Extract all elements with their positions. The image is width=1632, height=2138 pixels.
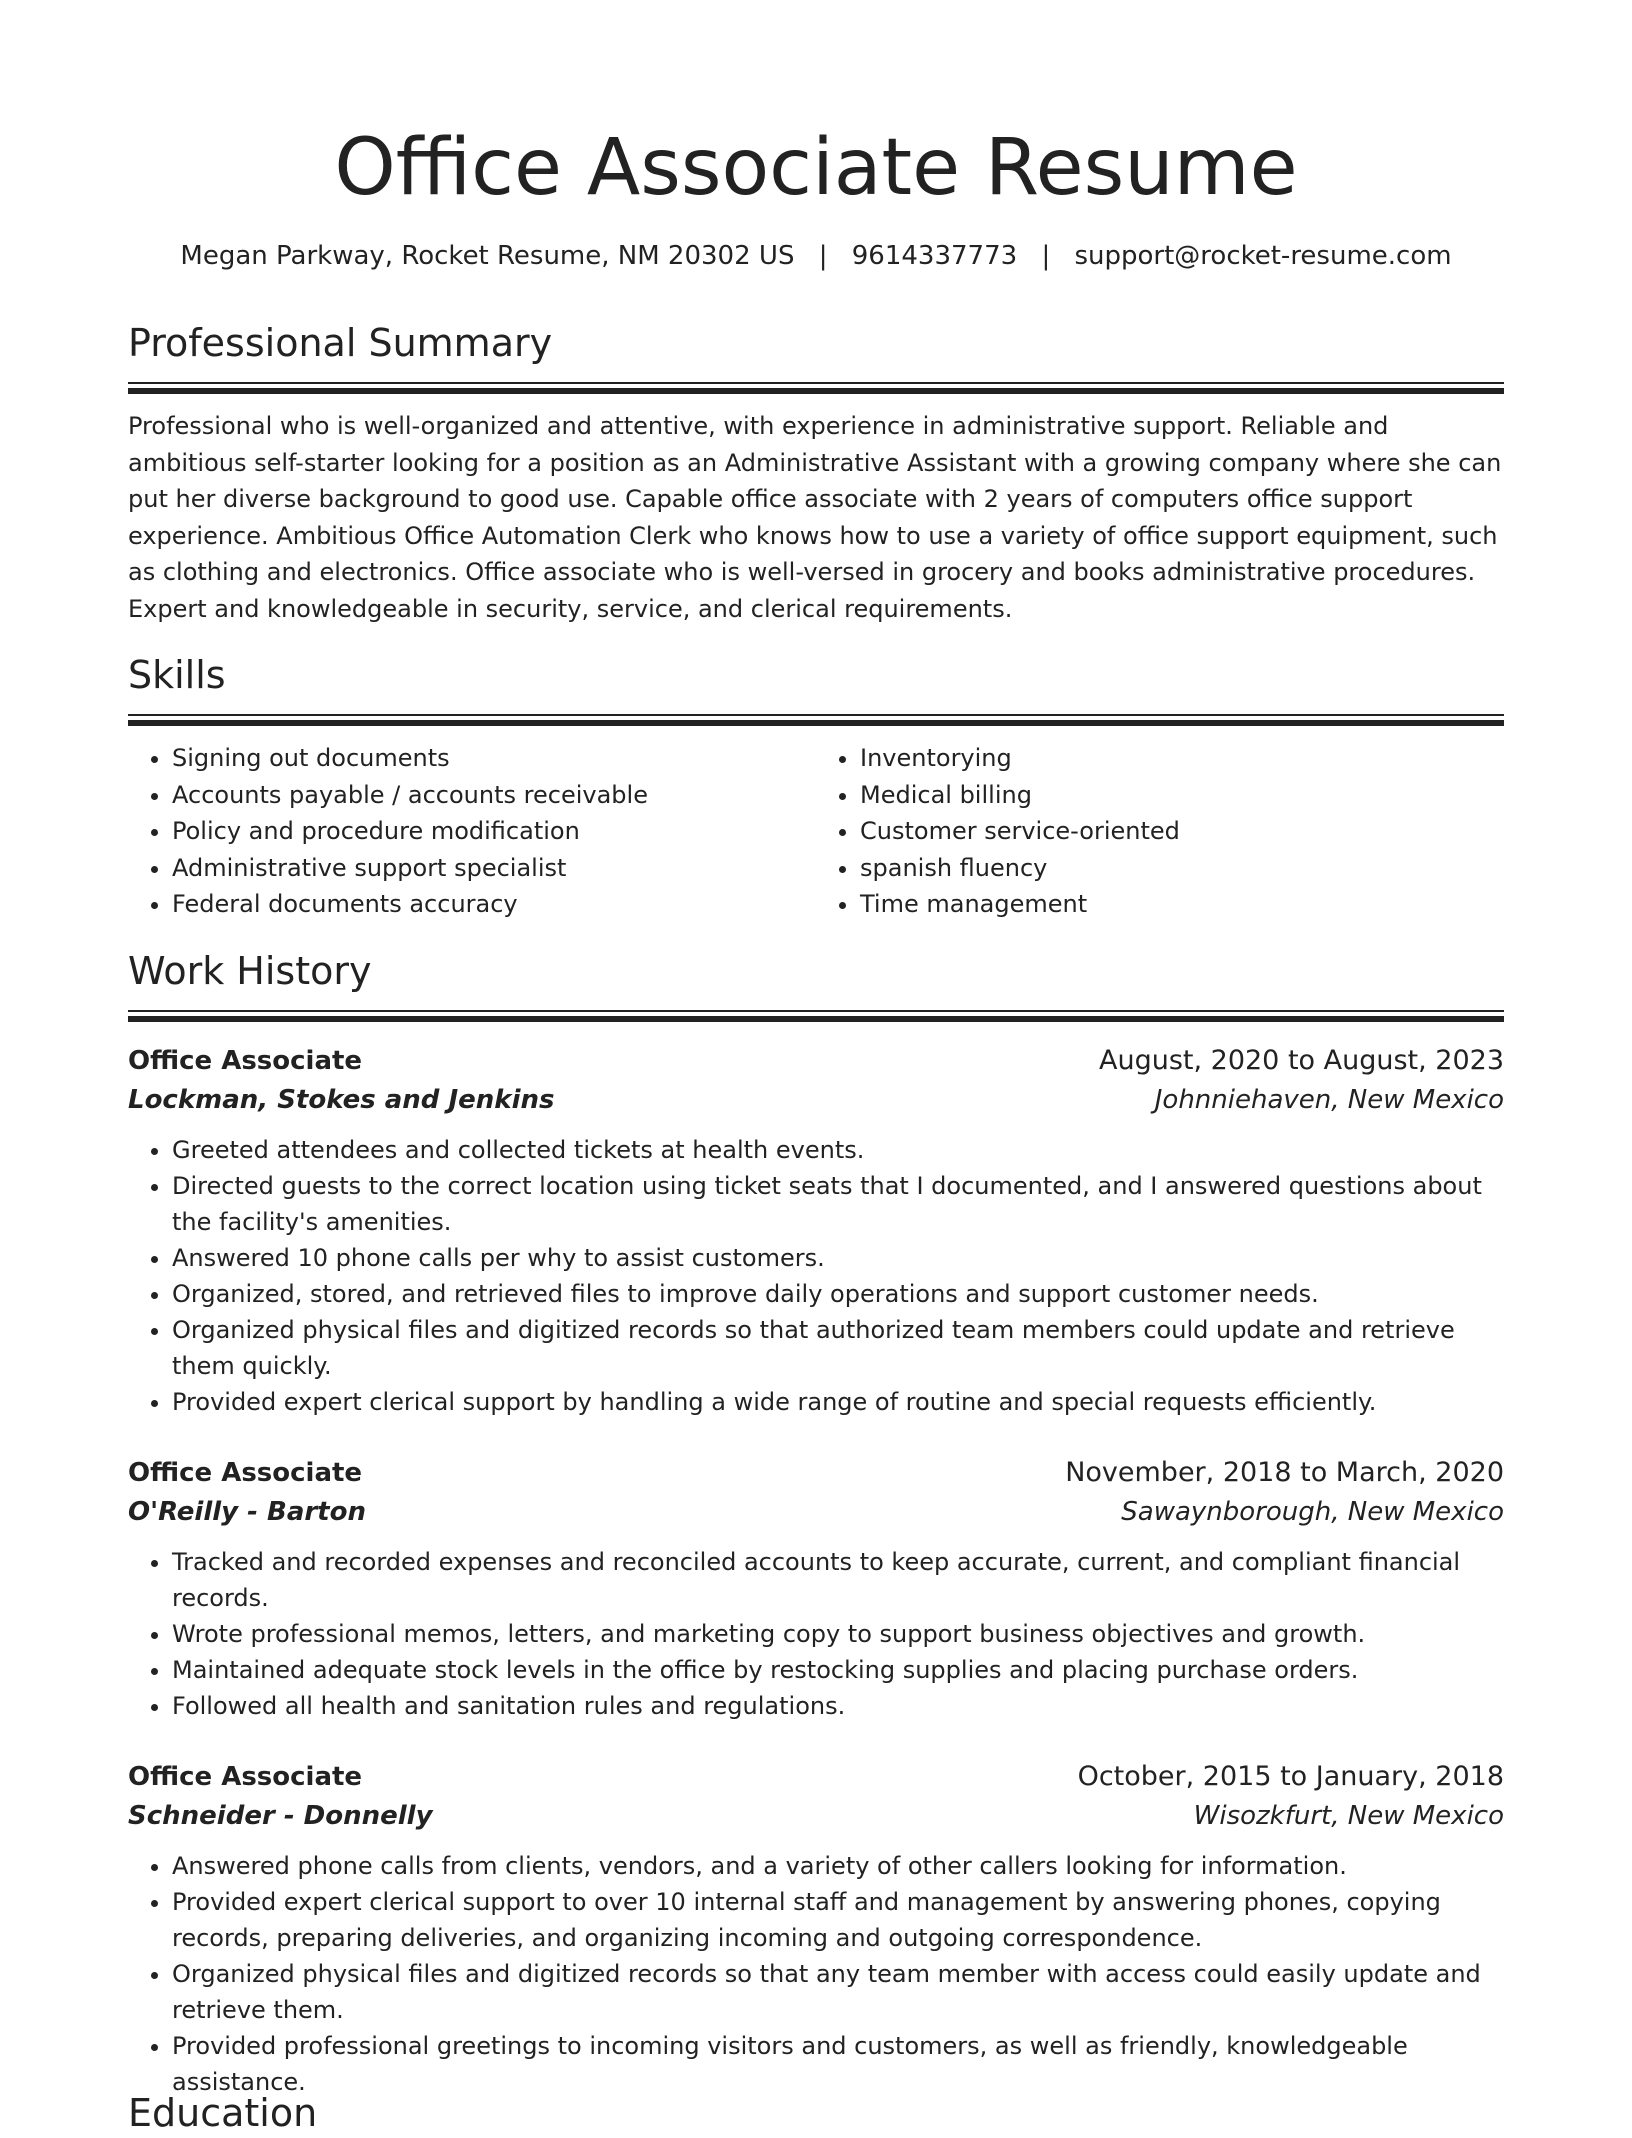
- skill-item: • Customer service-oriented: [860, 813, 1504, 850]
- skill-item: • Policy and procedure modification: [172, 813, 816, 850]
- job-header-row: [128, 1454, 1504, 1492]
- skill-item: • Medical billing: [860, 777, 1504, 814]
- skill-item: • Inventorying: [860, 740, 1504, 777]
- skills-heading: Skills: [128, 653, 226, 697]
- job-title: Office Associate: [128, 1762, 363, 1792]
- job-bullet: • Organized, stored, and retrieved files to improve daily operations and support customer needs.: [172, 1276, 1504, 1312]
- skills-column-left: [128, 740, 816, 923]
- skill-item: • Signing out documents: [172, 740, 816, 777]
- job-dates: November, 2018 to March, 2020: [1065, 1457, 1504, 1488]
- job-bullet: • Provided expert clerical support by handling a wide range of routine and special requests efficiently.: [172, 1384, 1504, 1420]
- job-bullets: [128, 1848, 1504, 2100]
- job-company-row: [128, 1080, 1504, 1120]
- section-divider: [128, 382, 1504, 394]
- skill-item: • spanish fluency: [860, 850, 1504, 887]
- skill-item: • Time management: [860, 886, 1504, 923]
- job-company: O'Reilly - Barton: [128, 1497, 366, 1527]
- contact-email[interactable]: support@rocket-resume.com: [1074, 241, 1452, 271]
- job-bullet: • Organized physical files and digitized records so that any team member with access could easily update and retrieve them.: [172, 1956, 1504, 2028]
- resume-title: Office Associate Resume: [334, 123, 1298, 213]
- job-header-row: [128, 1042, 1504, 1080]
- work-history-heading: Work History: [128, 949, 372, 993]
- job-bullet: • Provided professional greetings to incoming visitors and customers, as well as friendly, knowledgeable assistance.: [172, 2028, 1504, 2100]
- job-bullet: • Provided expert clerical support to over 10 internal staff and management by answering phones, copying records, preparing deliveries, and organizing incoming and outgoing correspondence.: [172, 1884, 1504, 1956]
- job-entry: [128, 1042, 1504, 1420]
- job-entry: [128, 1454, 1504, 1724]
- skills-column-right: [816, 740, 1504, 923]
- education-heading: Education: [128, 2091, 318, 2135]
- contact-separator: |: [818, 241, 828, 271]
- job-bullets: [128, 1544, 1504, 1724]
- job-bullet: • Wrote professional memos, letters, and marketing copy to support business objectives and growth.: [172, 1616, 1504, 1652]
- job-title: Office Associate: [128, 1458, 363, 1488]
- job-bullet: • Tracked and recorded expenses and reconciled accounts to keep accurate, current, and compliant financial records.: [172, 1544, 1504, 1616]
- job-dates: August, 2020 to August, 2023: [1099, 1045, 1504, 1076]
- summary-text: Professional who is well-organized and attentive, with experience in administrative support. Reliable and ambitious self-starter looking for a position as an Administrative Assistant with a growing company where she can put her diverse background to good use. Capable office associate with 2 years of computers office support experience. Ambitious Office Automation Clerk who knows how to use a variety of office support equipment, such as clothing and electronics. Office associate who is well-versed in grocery and books administrative procedures. Expert and knowledgeable in security, service, and clerical requirements.: [128, 412, 1502, 623]
- job-company-row: [128, 1796, 1504, 1836]
- job-bullet: • Directed guests to the correct location using ticket seats that I documented, and I answered questions about the facility's amenities.: [172, 1168, 1504, 1240]
- job-company: Schneider - Donnelly: [128, 1801, 433, 1831]
- work-history-section: [128, 946, 1504, 2100]
- section-divider: [128, 1010, 1504, 1022]
- skill-item: • Accounts payable / accounts receivable: [172, 777, 816, 814]
- job-bullets: [128, 1132, 1504, 1420]
- job-bullet: • Answered phone calls from clients, vendors, and a variety of other callers looking for information.: [172, 1848, 1504, 1884]
- job-bullet: • Organized physical files and digitized records so that authorized team members could update and retrieve them quickly.: [172, 1312, 1504, 1384]
- job-bullet: • Greeted attendees and collected tickets at health events.: [172, 1132, 1504, 1168]
- section-divider: [128, 714, 1504, 726]
- job-title: Office Associate: [128, 1046, 363, 1076]
- summary-heading: Professional Summary: [128, 321, 553, 365]
- job-location: Wisozkfurt, New Mexico: [1193, 1801, 1504, 1831]
- skills-section: [128, 650, 1504, 923]
- job-bullet: • Answered 10 phone calls per why to assist customers.: [172, 1240, 1504, 1276]
- contact-separator: |: [1041, 241, 1051, 271]
- job-location: Sawaynborough, New Mexico: [1121, 1497, 1504, 1527]
- job-location: Johnniehaven, New Mexico: [1154, 1085, 1504, 1115]
- contact-line: [128, 236, 1504, 276]
- skills-grid: [128, 740, 1504, 923]
- skill-item: • Federal documents accuracy: [172, 886, 816, 923]
- summary-section: [128, 318, 1504, 627]
- contact-phone[interactable]: 9614337773: [851, 241, 1018, 271]
- job-company-row: [128, 1492, 1504, 1532]
- job-company: Lockman, Stokes and Jenkins: [128, 1085, 555, 1115]
- job-bullet: • Maintained adequate stock levels in the office by restocking supplies and placing purchase orders.: [172, 1652, 1504, 1688]
- job-dates: October, 2015 to January, 2018: [1077, 1761, 1504, 1792]
- job-entry: [128, 1758, 1504, 2100]
- job-header-row: [128, 1758, 1504, 1796]
- job-bullet: • Followed all health and sanitation rules and regulations.: [172, 1688, 1504, 1724]
- skill-item: • Administrative support specialist: [172, 850, 816, 887]
- contact-address: Megan Parkway, Rocket Resume, NM 20302 US: [180, 241, 795, 271]
